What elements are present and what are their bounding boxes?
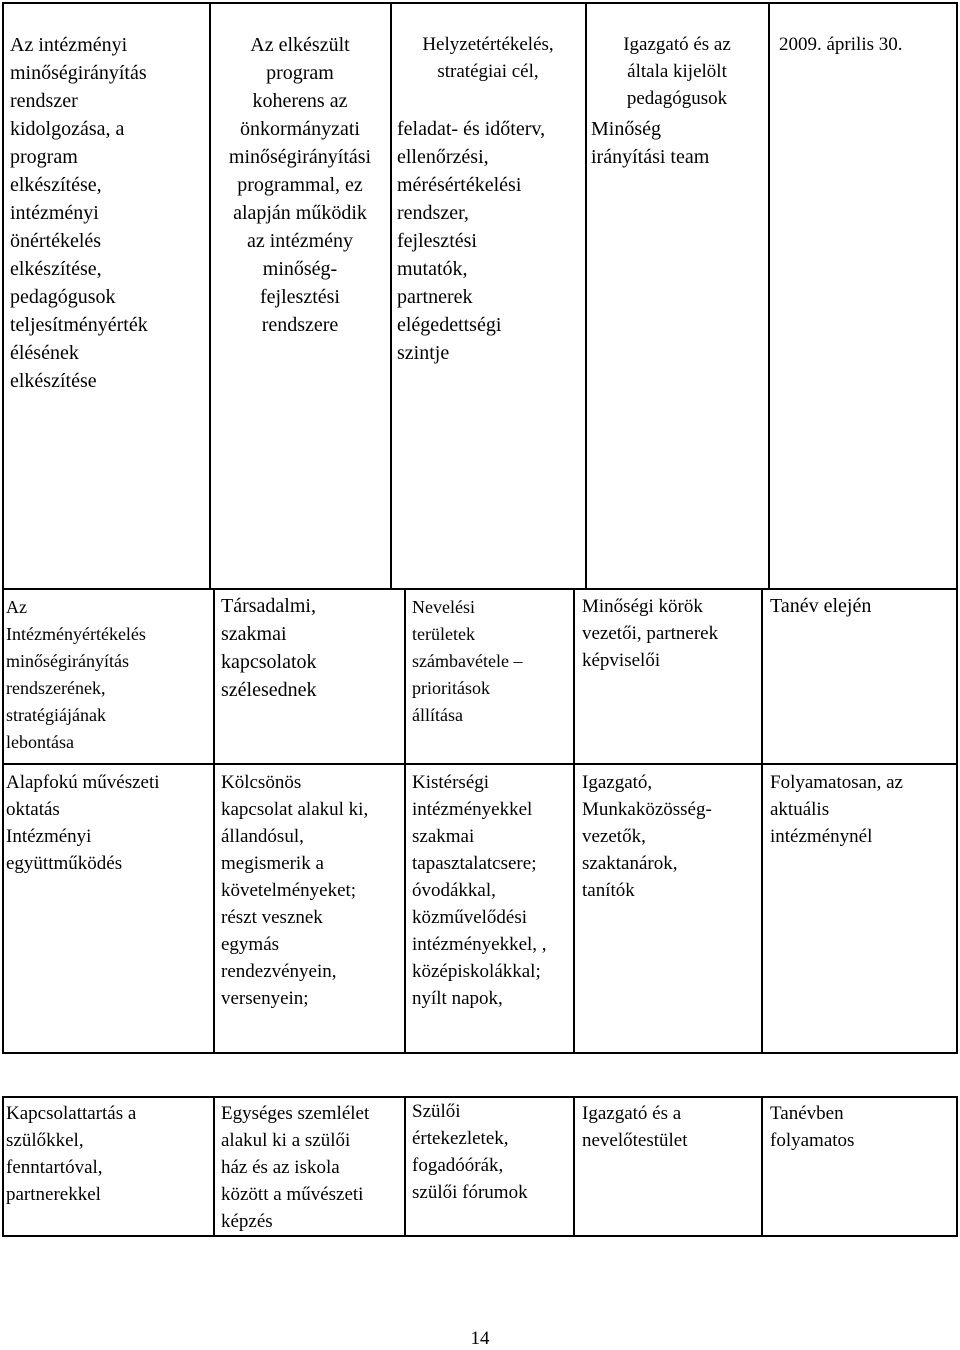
top-cell-method-body: feladat- és időterv, ellenőrzési, mérésértékelési rendszer, fejlesztési mutatók, partnerek elégedettségi szintje xyxy=(397,118,546,364)
bottom-table-divider-1 xyxy=(213,1096,215,1237)
table-row-3-responsible: Igazgató és a nevelőtestület xyxy=(582,1103,688,1151)
bottom-table-divider-4 xyxy=(761,1096,763,1237)
bottom-table-bottom-border xyxy=(2,1235,958,1237)
lower-table-divider-2 xyxy=(404,588,406,1054)
table-row-3-deadline: Tanévben folyamatos xyxy=(770,1103,855,1151)
top-cell-result: Az elkészült program koherens az önkormányzati minőségirányítási programmal, ez alapján működik az intézmény minőség- fejlesztési rendszere xyxy=(228,34,372,336)
top-table-left-border xyxy=(2,2,4,590)
table-row-2-deadline: Folyamatosan, az aktuális intézménynél xyxy=(770,772,903,847)
lower-table-left-border xyxy=(2,588,4,1054)
table-row-1-responsible: Minőségi körök vezetői, partnerek képviselői xyxy=(582,596,719,671)
table-row-2-result: Kölcsönös kapcsolat alakul ki, állandósul, megismerik a követelményeket; részt vesznek egymás rendezvényein, versenyein; xyxy=(221,772,369,1009)
top-table-top-border xyxy=(2,2,958,4)
top-cell-responsible-header: Igazgató és az általa kijelölt pedagógusok xyxy=(623,34,731,109)
top-table-divider-1 xyxy=(209,2,211,590)
lower-table-divider-4 xyxy=(761,588,763,1054)
top-table-divider-2 xyxy=(390,2,392,590)
top-table-right-border xyxy=(956,2,958,590)
lower-table-divider-1 xyxy=(213,588,215,1054)
top-cell-activity: Az intézményi minőségirányítás rendszer kidolgozása, a program elkészítése, intézményi önértékelés elkészítése, pedagógusok teljesítményérték élésének elkészítése xyxy=(10,34,148,392)
bottom-table-divider-2 xyxy=(404,1096,406,1237)
table-row-2-method: Kistérségi intézményekkel szakmai tapasztalatcsere; óvodákkal, közművelődési intézményekkel, , középiskolákkal; nyílt napok, xyxy=(412,772,547,1009)
bottom-table-left-border xyxy=(2,1096,4,1237)
top-cell-responsible-body: Minőség irányítási team xyxy=(591,118,710,168)
lower-table-row-divider-1 xyxy=(2,763,958,765)
table-row-2-activity: Alapfokú művészeti oktatás Intézményi együttműködés xyxy=(6,772,160,874)
bottom-table-divider-3 xyxy=(573,1096,575,1237)
top-cell-deadline: 2009. április 30. xyxy=(779,34,903,55)
lower-table-right-border xyxy=(956,588,958,1054)
table-row-2-responsible: Igazgató, Munkaközösség- vezetők, szaktanárok, tanítók xyxy=(582,772,712,901)
table-row-1-activity: Az Intézményértékelés minőségirányítás rendszerének, stratégiájának lebontása xyxy=(6,597,146,752)
table-row-1-deadline: Tanév elején xyxy=(770,595,872,617)
top-cell-method-header: Helyzetértékelés, stratégiai cél, xyxy=(422,34,554,82)
table-row-1-result: Társadalmi, szakmai kapcsolatok szélesednek xyxy=(221,595,317,701)
top-table-divider-3 xyxy=(585,2,587,590)
table-row-1-method: Nevelési területek számbavétele – prioritások állítása xyxy=(412,597,523,725)
page-number: 14 xyxy=(470,1328,490,1349)
lower-table-divider-3 xyxy=(573,588,575,1054)
lower-table-bottom-border xyxy=(2,1052,958,1054)
table-row-3-result: Egységes szemlélet alakul ki a szülői ház és az iskola között a művészeti képzés xyxy=(221,1103,370,1232)
bottom-table-right-border xyxy=(956,1096,958,1237)
lower-table-top-border xyxy=(2,588,958,590)
table-row-3-method: Szülői értekezletek, fogadóórák, szülői fórumok xyxy=(412,1101,528,1203)
table-row-3-activity: Kapcsolattartás a szülőkkel, fenntartóval, partnerekkel xyxy=(6,1103,137,1205)
top-table-divider-4 xyxy=(768,2,770,590)
